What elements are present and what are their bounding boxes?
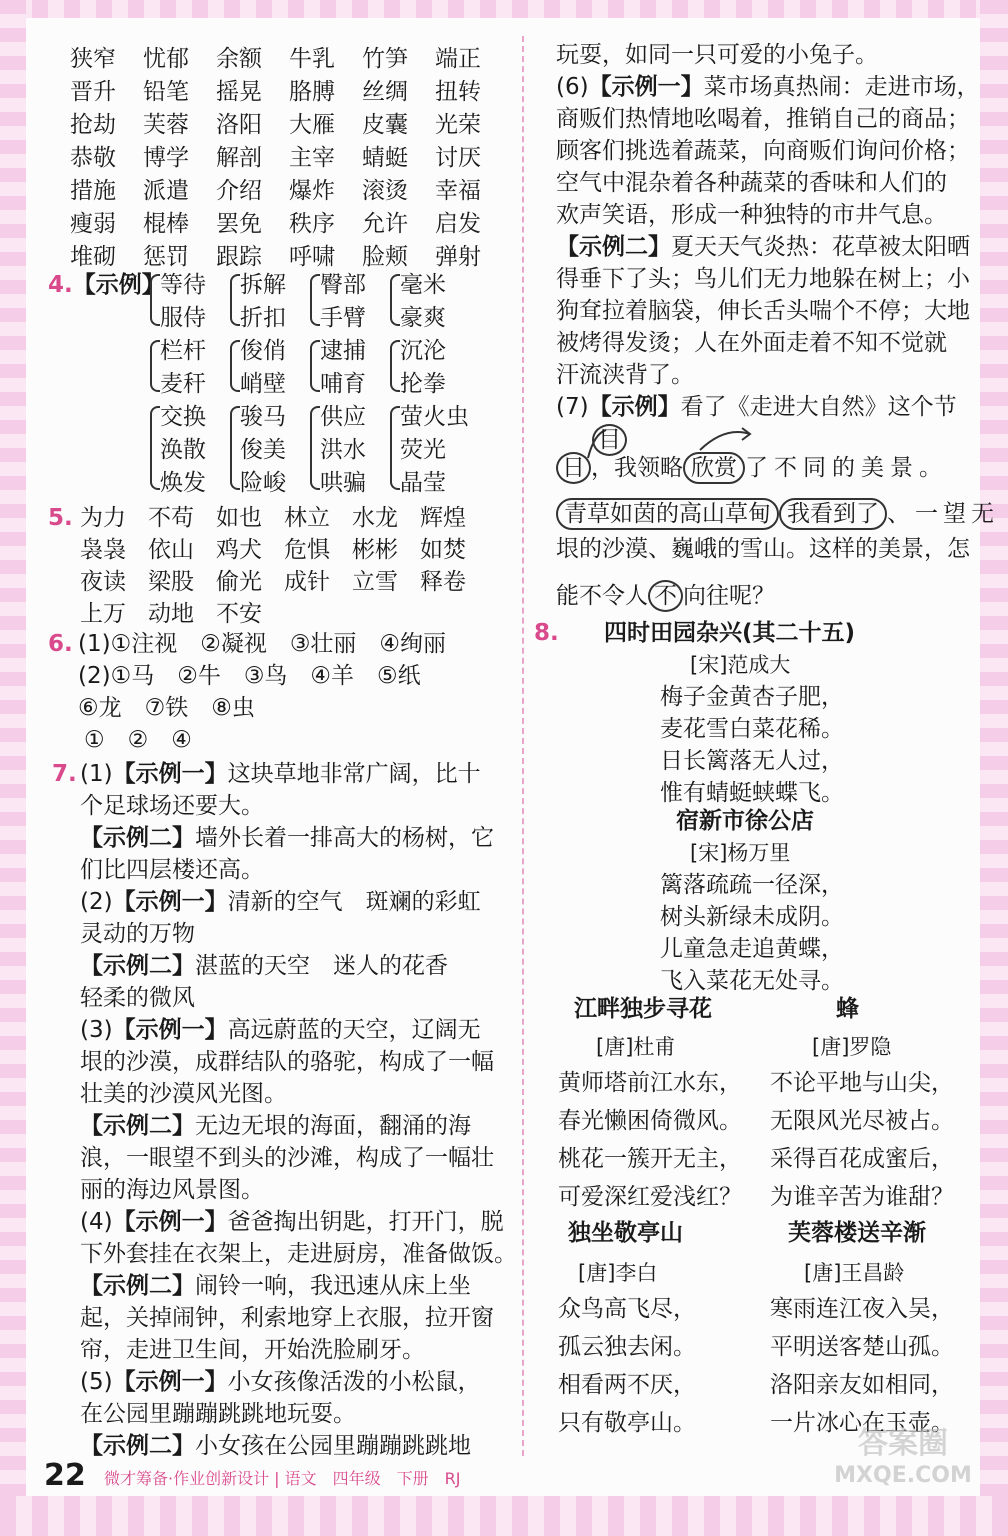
poem1-line: 日长篱落无人过， (660, 748, 844, 774)
q4-word: 涣散 (160, 437, 206, 463)
q4-word: 哄骗 (320, 470, 366, 496)
poem5-line: 只有敬亭山。 (558, 1410, 696, 1436)
q7-p7-line4: 垠的沙漠、巍峨的雪山。这样的美景，怎 (556, 536, 970, 562)
bracket (230, 406, 240, 490)
q4-word: 萤火虫 (400, 404, 469, 430)
q5-number: 5. (48, 505, 73, 531)
q7-p6-line9: 被烤得发烫；人在外面走着不知不觉就 (556, 330, 947, 356)
vocab-word: 堆砌 (70, 244, 116, 270)
poem3-title: 江畔独步寻花 (574, 996, 712, 1022)
q4-word: 供应 (320, 404, 366, 430)
q7-p7-line5: 能不令人 不 向往呢？ (556, 580, 775, 612)
poem1-line: 惟有蜻蜓蛱蝶飞。 (660, 780, 844, 806)
vocab-row (70, 238, 508, 271)
poem4-line: 无限风光尽被占。 (770, 1108, 954, 1134)
vocab-word: 启发 (435, 211, 481, 237)
poem3-line: 桃花一簇开无主， (558, 1146, 742, 1172)
q4-word: 沉沦 (400, 338, 446, 364)
poem5-line: 孤云独去闲。 (558, 1334, 696, 1360)
poem5-line: 相看两不厌， (558, 1372, 696, 1398)
q7-p5-line2: 在公园里蹦蹦跳跳地玩耍。 (80, 1401, 356, 1427)
q7-p5-line1: (5)【示例一】小女孩像活泼的小松鼠， (80, 1369, 481, 1395)
q5-word: 偷光 (216, 569, 262, 595)
q5-word: 如也 (216, 505, 262, 531)
poem2-line: 树头新绿未成阴。 (660, 904, 844, 930)
poem2-line: 儿童急走追黄蝶， (660, 936, 844, 962)
q7-p2-line4: 轻柔的微风 (80, 985, 195, 1011)
poem4-line: 为谁辛苦为谁甜？ (770, 1184, 954, 1210)
vocab-word: 忧郁 (143, 46, 189, 72)
q4-word: 毫米 (400, 272, 446, 298)
vocab-word: 芙蓉 (143, 112, 189, 138)
column-divider (522, 36, 524, 1456)
q4-word: 抡拳 (400, 371, 446, 397)
vocab-word: 派遣 (143, 178, 189, 204)
vocab-word: 皮囊 (362, 112, 408, 138)
q7-p4-line1: (4)【示例一】爸爸掏出钥匙，打开门，脱 (80, 1209, 504, 1235)
q7-p2-line3: 【示例二】湛蓝的天空 迷人的花香 (80, 953, 448, 979)
q7-p3-line4: 【示例二】无边无垠的海面，翻涌的海 (80, 1113, 471, 1139)
bracket (150, 340, 160, 392)
vocab-word: 晋升 (70, 79, 116, 105)
q7-number: 7. (52, 761, 77, 787)
q7-p1-line4: 们比四层楼还高。 (80, 857, 264, 883)
poem6-line: 一片冰心在玉壶。 (770, 1410, 954, 1436)
poem4-title: 蜂 (836, 996, 859, 1022)
q4-word: 骏马 (240, 404, 286, 430)
q7-p7-line1: (7)【示例】看了《走进大自然》这个节 (556, 394, 957, 420)
q5-word: 梁股 (148, 569, 194, 595)
bracket (310, 340, 320, 392)
vocab-word: 胳膊 (289, 79, 335, 105)
q4-word: 焕发 (160, 470, 206, 496)
correction-insert-mu: 目 (592, 424, 627, 456)
q4-word: 臀部 (320, 272, 366, 298)
q4-word: 麦秆 (160, 371, 206, 397)
q5-word: 危惧 (284, 537, 330, 563)
vocab-word: 铅笔 (143, 79, 189, 105)
q7-p7-line2: 日 ，我领略 欣赏 了不同的美景。 (556, 452, 948, 484)
vocab-row (70, 106, 508, 139)
bracket (310, 406, 320, 490)
poem1-title: 四时田园杂兴(其二十五) (604, 620, 856, 646)
q5-word: 不苟 (148, 505, 194, 531)
vocab-word: 解剖 (216, 145, 262, 171)
decorative-border-right (980, 0, 1008, 1536)
q6-line4: ① ② ④ (84, 727, 192, 753)
q7-p4-line3: 【示例二】闹铃一响，我迅速从床上坐 (80, 1273, 471, 1299)
bracket (390, 340, 400, 392)
q7-p6-line6: 【示例二】夏天天气炎热：花草被太阳晒 (556, 234, 970, 260)
q4-word: 栏杆 (160, 338, 206, 364)
q7-p6-line5: 欢声笑语，形成一种独特的市井气息。 (556, 202, 947, 228)
poem2-author: [宋]杨万里 (690, 841, 791, 865)
poem2-title: 宿新市徐公店 (676, 808, 814, 834)
vocab-word: 余额 (216, 46, 262, 72)
q7-p1-line3: 【示例二】墙外长着一排高大的杨树，它 (80, 825, 494, 851)
vocab-word: 措施 (70, 178, 116, 204)
vocab-word: 呼啸 (289, 244, 335, 270)
q6-line3: ⑥龙 ⑦铁 ⑧虫 (78, 695, 255, 721)
vocab-word: 蜻蜓 (362, 145, 408, 171)
vocab-row (70, 139, 508, 172)
vocab-row (70, 172, 508, 205)
vocab-word: 扭转 (435, 79, 481, 105)
q7-p4-line4: 起，关掉闹钟，利索地穿上衣服，拉开窗 (80, 1305, 494, 1331)
q7-p6-line8: 狗耷拉着脑袋，伸长舌头喘个不停；大地 (556, 298, 970, 324)
q5-word: 林立 (284, 505, 330, 531)
q5-word: 如焚 (420, 537, 466, 563)
q5-word: 动地 (148, 601, 194, 627)
q7-p1-line1: (1)【示例一】这块草地非常广阔，比十 (80, 761, 481, 787)
q7-p3-line3: 壮美的沙漠风光图。 (80, 1081, 287, 1107)
poem1-line: 麦花雪白菜花稀。 (660, 716, 844, 742)
poem4-line: 采得百花成蜜后， (770, 1146, 954, 1172)
poem6-author: [唐]王昌龄 (804, 1261, 905, 1285)
q4-word: 等待 (160, 272, 206, 298)
vocab-word: 博学 (143, 145, 189, 171)
q7-p3-line5: 浪，一眼望不到头的沙滩，构成了一幅壮 (80, 1145, 494, 1171)
q4-word: 服侍 (160, 305, 206, 331)
q5-word: 辉煌 (420, 505, 466, 531)
q5-word: 袅袅 (80, 537, 126, 563)
poem6-title: 芙蓉楼送辛渐 (788, 1220, 926, 1246)
vocab-word: 罢免 (216, 211, 262, 237)
q4-word: 晶莹 (400, 470, 446, 496)
vocab-word: 光荣 (435, 112, 481, 138)
vocab-word: 惩罚 (143, 244, 189, 270)
vocab-word: 幸福 (435, 178, 481, 204)
poem3-line: 可爱深红爱浅红？ (558, 1184, 742, 1210)
bracket (150, 406, 160, 490)
q4-number: 4.【示例】 (48, 272, 165, 298)
q7-p6-line4: 空气中混杂着各种蔬菜的香味和人们的 (556, 170, 947, 196)
vocab-word: 狭窄 (70, 46, 116, 72)
vocab-word: 弹射 (435, 244, 481, 270)
vocab-word: 瘦弱 (70, 211, 116, 237)
poem4-line: 不论平地与山尖， (770, 1070, 954, 1096)
vocab-word: 介绍 (216, 178, 262, 204)
q7-p2-line1: (2)【示例一】清新的空气 斑斓的彩虹 (80, 889, 481, 915)
poem2-line: 篱落疏疏一径深， (660, 872, 844, 898)
vocab-word: 端正 (435, 46, 481, 72)
q5-word: 鸡犬 (216, 537, 262, 563)
q4-word: 豪爽 (400, 305, 446, 331)
vocab-word: 恭敬 (70, 145, 116, 171)
vocab-word: 竹笋 (362, 46, 408, 72)
decorative-border-left (0, 0, 26, 1536)
vocab-word: 允许 (362, 211, 408, 237)
bracket (390, 274, 400, 326)
q7-p6-line2: 商贩们热情地吆喝着，推销自己的商品； (556, 106, 970, 132)
q7-p3-line2: 垠的沙漠，成群结队的骆驼，构成了一幅 (80, 1049, 494, 1075)
vocab-word: 滚烫 (362, 178, 408, 204)
poem3-line: 黄师塔前江水东， (558, 1070, 742, 1096)
q7-p7-line3: 青草如茵的高山草甸 我看到了 、一望无 (556, 498, 999, 530)
q4-word: 哺育 (320, 371, 366, 397)
q6-number: 6. (48, 631, 73, 657)
poem5-line: 众鸟高飞尽， (558, 1296, 696, 1322)
decorative-border-bottom (0, 1496, 1008, 1536)
q5-word: 依山 (148, 537, 194, 563)
vocab-row (70, 73, 508, 106)
q5-word: 彬彬 (352, 537, 398, 563)
q7-p6-line3: 顾客们挑选着蔬菜，向商贩们询问价格； (556, 138, 970, 164)
q5-word: 不安 (216, 601, 262, 627)
q4-word: 拆解 (240, 272, 286, 298)
q4-word: 洪水 (320, 437, 366, 463)
poem5-author: [唐]李白 (578, 1261, 658, 1285)
q7-p2-line2: 灵动的万物 (80, 921, 195, 947)
q7-p3-line1: (3)【示例一】高远蔚蓝的天空，辽阔无 (80, 1017, 481, 1043)
vocab-word: 主宰 (289, 145, 335, 171)
vocab-word: 跟踪 (216, 244, 262, 270)
q5-word: 水龙 (352, 505, 398, 531)
vocab-word: 秩序 (289, 211, 335, 237)
vocab-row (70, 205, 508, 238)
poem2-line: 飞入菜花无处寻。 (660, 968, 844, 994)
footer-text: 微才筹备·作业创新设计 | 语文 四年级 下册 RJ (104, 1469, 461, 1488)
poem3-author: [唐]杜甫 (596, 1035, 676, 1059)
q7-p6-line1: (6)【示例一】菜市场真热闹：走进市场， (556, 74, 980, 100)
q6-line2: (2)①马 ②牛 ③鸟 ④羊 ⑤纸 (78, 663, 421, 689)
q4-word: 折扣 (240, 305, 286, 331)
vocab-word: 大雁 (289, 112, 335, 138)
q4-word: 交换 (160, 404, 206, 430)
q8-number: 8. (534, 620, 559, 646)
q7-p1-line2: 个足球场还要大。 (80, 793, 264, 819)
q4-word: 荧光 (400, 437, 446, 463)
q7-p5-line4: 玩耍，如同一只可爱的小兔子。 (556, 42, 878, 68)
vocab-word: 棍棒 (143, 211, 189, 237)
vocab-word: 脸颊 (362, 244, 408, 270)
q7-p3-line6: 丽的海边风景图。 (80, 1177, 264, 1203)
vocab-word: 摇晃 (216, 79, 262, 105)
q7-p6-line7: 得垂下了头；鸟儿们无力地躲在树上；小 (556, 266, 970, 292)
bracket (230, 274, 240, 326)
watermark-logo: 答案圈 MXQE.COM (834, 1426, 972, 1488)
q4-word: 峭壁 (240, 371, 286, 397)
q4-word: 手臂 (320, 305, 366, 331)
q4-word: 逮捕 (320, 338, 366, 364)
vocab-word: 洛阳 (216, 112, 262, 138)
vocab-grid (70, 40, 508, 271)
bracket (310, 274, 320, 326)
bracket (390, 406, 400, 490)
q4-word: 俊俏 (240, 338, 286, 364)
vocab-word: 丝绸 (362, 79, 408, 105)
q5-word: 释卷 (420, 569, 466, 595)
poem5-title: 独坐敬亭山 (568, 1220, 683, 1246)
page-number: 22 (44, 1458, 86, 1493)
q4-word: 俊美 (240, 437, 286, 463)
q5-word: 立雪 (352, 569, 398, 595)
bracket (230, 340, 240, 392)
q4-word: 险峻 (240, 470, 286, 496)
q7-p6-line10: 汗流浃背了。 (556, 362, 694, 388)
vocab-word: 牛乳 (289, 46, 335, 72)
vocab-row (70, 40, 508, 73)
poem6-line: 平明送客楚山孤。 (770, 1334, 954, 1360)
poem6-line: 寒雨连江夜入吴， (770, 1296, 954, 1322)
q7-p4-line5: 帘，走进卫生间，开始洗脸刷牙。 (80, 1337, 425, 1363)
q6-line1: (1)①注视 ②凝视 ③壮丽 ④绚丽 (78, 631, 447, 657)
vocab-word: 抢劫 (70, 112, 116, 138)
poem1-line: 梅子金黄杏子肥， (660, 684, 844, 710)
poem6-line: 洛阳亲友如相同， (770, 1372, 954, 1398)
poem3-line: 春光懒困倚微风。 (558, 1108, 742, 1134)
q7-p5-line3: 【示例二】小女孩在公园里蹦蹦跳跳地 (80, 1433, 471, 1459)
decorative-border-top (0, 0, 1008, 18)
poem1-author: [宋]范成大 (690, 653, 791, 677)
vocab-word: 爆炸 (289, 178, 335, 204)
q5-word: 成针 (284, 569, 330, 595)
q5-word: 夜读 (80, 569, 126, 595)
poem4-author: [唐]罗隐 (812, 1035, 892, 1059)
vocab-word: 讨厌 (435, 145, 481, 171)
q7-p4-line2: 下外套挂在衣架上，走进厨房，准备做饭。 (80, 1241, 517, 1267)
q5-word: 为力 (80, 505, 126, 531)
q5-word: 上万 (80, 601, 126, 627)
bracket (150, 274, 160, 326)
